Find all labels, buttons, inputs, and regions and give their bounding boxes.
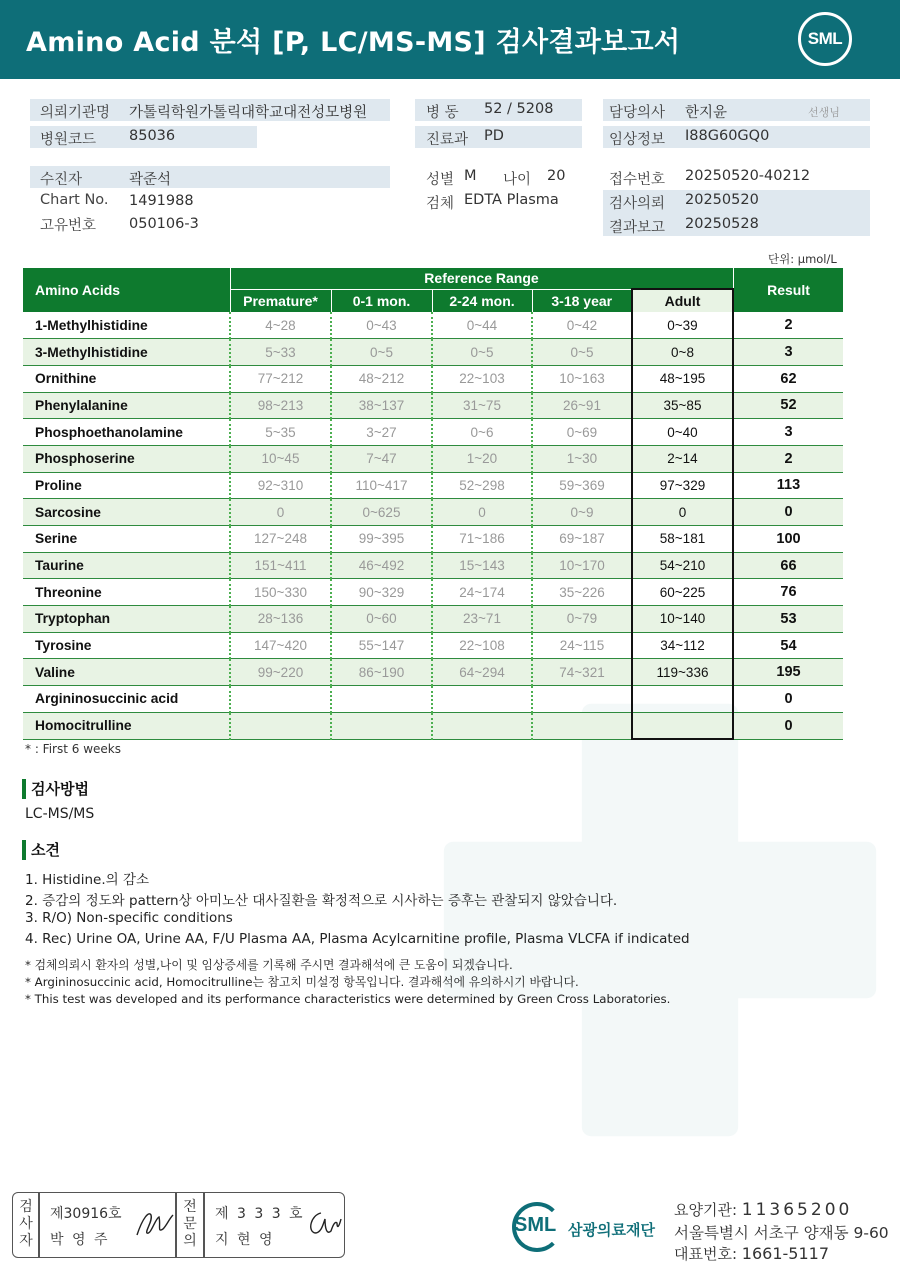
receipt-no: 20250520-40212	[685, 168, 811, 184]
ref-range-m224: 71~186	[432, 526, 532, 553]
opinion-item: 3. R/O) Non-specific conditions	[25, 910, 233, 926]
col-0-1-mon: 0-1 mon.	[331, 289, 432, 312]
specialist-label: 전 문 의	[183, 1199, 197, 1249]
org-code: 요양기관: 11365200	[674, 1200, 853, 1220]
ward: 52 / 5208	[484, 101, 554, 117]
ref-range-premature: 4~28	[230, 312, 331, 339]
amino-acid-name: Threonine	[23, 579, 230, 606]
request-org-label: 의뢰기관명	[40, 105, 111, 121]
ref-range-premature: 92~310	[230, 472, 331, 499]
clinical-info: I88G60GQ0	[685, 128, 770, 144]
amino-acid-table	[23, 268, 843, 740]
ref-range-m01: 38~137	[331, 392, 432, 419]
ref-range-adult: 2~14	[632, 445, 733, 472]
ref-range-premature: 98~213	[230, 392, 331, 419]
table-row	[23, 499, 843, 526]
amino-acid-name: Argininosuccinic acid	[23, 686, 230, 713]
org-logo	[512, 1202, 662, 1257]
amino-acid-name: Phosphoserine	[23, 445, 230, 472]
ref-range-adult: 0	[632, 499, 733, 526]
specialist-name: 지 현 영	[215, 1232, 275, 1248]
amino-acid-name: 3-Methylhistidine	[23, 339, 230, 366]
org-address: 서울특별시 서초구 양재동 9-60	[674, 1224, 889, 1242]
chart-label: Chart No.	[40, 192, 109, 208]
amino-acid-name: Homocitrulline	[23, 712, 230, 739]
ref-range-m224: 1~20	[432, 445, 532, 472]
result-value: 0	[733, 499, 843, 526]
ref-range-m01: 90~329	[331, 579, 432, 606]
uid-label: 고유번호	[40, 218, 97, 234]
ref-range-m01: 3~27	[331, 419, 432, 446]
ref-range-m224: 22~103	[432, 365, 532, 392]
report-date: 20250528	[685, 216, 759, 232]
ref-range-m224: 0~5	[432, 339, 532, 366]
amino-acid-name: Serine	[23, 526, 230, 553]
ref-range-m01: 0~60	[331, 606, 432, 633]
ref-range-m224: 23~71	[432, 606, 532, 633]
sex: M	[464, 168, 477, 184]
result-value: 195	[733, 659, 843, 686]
ref-range-adult: 0~40	[632, 419, 733, 446]
result-value: 76	[733, 579, 843, 606]
doctor-suffix: 선생님	[808, 106, 840, 119]
age-label: 나이	[503, 172, 532, 188]
result-value: 100	[733, 526, 843, 553]
specialist-license-no: 제 3 3 3 호	[215, 1206, 305, 1222]
tester-signature-icon	[133, 1207, 175, 1241]
table-row	[23, 712, 843, 739]
org-logo-text: SML	[514, 1214, 557, 1236]
request-org: 가톨릭학원가톨릭대학교대전성모병원	[129, 105, 368, 121]
receipt-label: 접수번호	[609, 172, 666, 188]
col-amino-acids: Amino Acids	[23, 268, 230, 312]
ref-range-m224: 64~294	[432, 659, 532, 686]
ref-range-m01: 46~492	[331, 552, 432, 579]
amino-acid-name: Ornithine	[23, 365, 230, 392]
result-value: 3	[733, 419, 843, 446]
doctor-label: 담당의사	[609, 105, 666, 121]
amino-acid-name: Phenylalanine	[23, 392, 230, 419]
col-reference-range: Reference Range	[230, 268, 733, 289]
result-value: 2	[733, 445, 843, 472]
ref-range-m224: 0	[432, 499, 532, 526]
ref-range-m01: 0~625	[331, 499, 432, 526]
table-row	[23, 339, 843, 366]
ref-range-y318: 10~163	[532, 365, 632, 392]
amino-acid-name: 1-Methylhistidine	[23, 312, 230, 339]
specialist-signature-icon	[303, 1205, 343, 1241]
amino-acid-name: Proline	[23, 472, 230, 499]
ref-range-m224: 0~6	[432, 419, 532, 446]
ref-range-m01: 48~212	[331, 365, 432, 392]
ref-range-adult: 97~329	[632, 472, 733, 499]
ref-range-m01: 7~47	[331, 445, 432, 472]
report-title: Amino Acid 분석 [P, LC/MS-MS] 검사결과보고서	[26, 27, 681, 58]
ref-range-y318: 0~69	[532, 419, 632, 446]
ref-range-adult: 0~8	[632, 339, 733, 366]
ref-range-premature: 0	[230, 499, 331, 526]
ref-range-premature: 77~212	[230, 365, 331, 392]
table-row	[23, 659, 843, 686]
report-date-label: 결과보고	[609, 220, 666, 236]
table-row	[23, 579, 843, 606]
ref-range-m01	[331, 712, 432, 739]
signature-box	[12, 1192, 345, 1258]
dept-label: 진료과	[426, 132, 469, 148]
uid: 050106-3	[129, 216, 199, 232]
ref-range-m224	[432, 686, 532, 713]
result-value: 54	[733, 632, 843, 659]
ref-range-m01: 0~43	[331, 312, 432, 339]
clinical-label: 임상정보	[609, 132, 666, 148]
sml-logo	[798, 12, 852, 66]
ref-range-y318	[532, 686, 632, 713]
ref-range-m224	[432, 712, 532, 739]
table-row	[23, 445, 843, 472]
table-row	[23, 686, 843, 713]
ref-range-y318	[532, 712, 632, 739]
ref-range-y318: 59~369	[532, 472, 632, 499]
ref-range-y318: 0~42	[532, 312, 632, 339]
ref-range-premature	[230, 712, 331, 739]
amino-acid-name: Tyrosine	[23, 632, 230, 659]
request-date: 20250520	[685, 192, 759, 208]
ref-range-y318: 1~30	[532, 445, 632, 472]
opinion-item: 2. 증감의 정도와 pattern상 아미노산 대사질환을 확정적으로 시사하는 증후는 관찰되지 않았습니다.	[25, 893, 618, 909]
table-row	[23, 472, 843, 499]
ref-range-y318: 74~321	[532, 659, 632, 686]
opinion-item: 1. Histidine.의 감소	[25, 872, 150, 888]
examinee: 곽준석	[129, 172, 172, 188]
result-value: 2	[733, 312, 843, 339]
request-date-label: 검사의뢰	[609, 196, 666, 212]
ref-range-premature: 28~136	[230, 606, 331, 633]
tester-name: 박 영 주	[50, 1232, 110, 1248]
result-value: 0	[733, 686, 843, 713]
table-row	[23, 526, 843, 553]
amino-acid-name: Taurine	[23, 552, 230, 579]
ref-range-adult	[632, 712, 733, 739]
table-row	[23, 392, 843, 419]
ref-range-m01: 110~417	[331, 472, 432, 499]
tester-license-no: 제30916호	[50, 1206, 122, 1222]
unit-label: 단위: μmol/L	[768, 252, 837, 266]
ref-range-m01: 99~395	[331, 526, 432, 553]
ref-range-m01: 55~147	[331, 632, 432, 659]
col-2-24-mon: 2-24 mon.	[432, 289, 532, 312]
method-body: LC-MS/MS	[25, 806, 95, 822]
chart-no: 1491988	[129, 193, 194, 209]
amino-acid-name: Valine	[23, 659, 230, 686]
ref-range-y318: 35~226	[532, 579, 632, 606]
watermark-cross-icon	[430, 690, 890, 1150]
ref-range-m224: 31~75	[432, 392, 532, 419]
amino-acid-name: Sarcosine	[23, 499, 230, 526]
ref-range-adult: 34~112	[632, 632, 733, 659]
ref-range-y318: 10~170	[532, 552, 632, 579]
ref-range-m224: 22~108	[432, 632, 532, 659]
result-value: 66	[733, 552, 843, 579]
examinee-label: 수진자	[40, 172, 83, 188]
sex-label: 성별	[426, 172, 455, 188]
org-phone: 대표번호: 1661-5117	[674, 1244, 830, 1263]
ref-range-adult: 54~210	[632, 552, 733, 579]
ref-range-premature: 5~35	[230, 419, 331, 446]
result-value: 52	[733, 392, 843, 419]
ref-range-m01: 86~190	[331, 659, 432, 686]
table-row	[23, 632, 843, 659]
ref-range-adult: 35~85	[632, 392, 733, 419]
opinion-title: 소견	[22, 840, 60, 860]
ref-range-m224: 0~44	[432, 312, 532, 339]
ref-range-y318: 0~79	[532, 606, 632, 633]
result-value: 113	[733, 472, 843, 499]
hospital-code: 85036	[129, 128, 176, 144]
ref-range-m224: 24~174	[432, 579, 532, 606]
age: 20	[547, 168, 566, 184]
ref-range-adult: 10~140	[632, 606, 733, 633]
table-row	[23, 419, 843, 446]
ref-range-adult: 60~225	[632, 579, 733, 606]
ref-range-premature	[230, 686, 331, 713]
ref-range-y318: 24~115	[532, 632, 632, 659]
ref-range-y318: 0~5	[532, 339, 632, 366]
table-row	[23, 552, 843, 579]
note-line: * This test was developed and its performance characteristics were determined by Green Cross Laboratories.	[25, 992, 671, 1006]
sml-logo-text: SML	[807, 29, 843, 48]
method-title: 검사방법	[22, 779, 89, 799]
ref-range-adult: 48~195	[632, 365, 733, 392]
note-line: * Argininosuccinic acid, Homocitrulline는 참고치 미설정 항목입니다. 결과해석에 유의하시기 바랍니다.	[25, 975, 579, 989]
specimen-label: 검체	[426, 196, 455, 212]
dept: PD	[484, 128, 504, 144]
table-row	[23, 312, 843, 339]
col-3-18-year: 3-18 year	[532, 289, 632, 312]
ref-range-adult: 0~39	[632, 312, 733, 339]
org-name: 삼광의료재단	[568, 1221, 655, 1239]
ref-range-m01: 0~5	[331, 339, 432, 366]
tester-label: 검 사 자	[19, 1199, 33, 1249]
result-value: 0	[733, 712, 843, 739]
ref-range-adult: 58~181	[632, 526, 733, 553]
table-row	[23, 606, 843, 633]
ref-range-premature: 147~420	[230, 632, 331, 659]
ref-range-premature: 150~330	[230, 579, 331, 606]
opinion-item: 4. Rec) Urine OA, Urine AA, F/U Plasma AA, Plasma Acylcarnitine profile, Plasma VLCFA if indicated	[25, 931, 690, 947]
ref-range-y318: 26~91	[532, 392, 632, 419]
ref-range-m224: 15~143	[432, 552, 532, 579]
amino-acid-name: Phosphoethanolamine	[23, 419, 230, 446]
ref-range-premature: 151~411	[230, 552, 331, 579]
ref-range-premature: 10~45	[230, 445, 331, 472]
col-result: Result	[733, 268, 843, 312]
result-value: 53	[733, 606, 843, 633]
amino-acid-name: Tryptophan	[23, 606, 230, 633]
ward-label: 병 동	[426, 105, 459, 121]
hospital-code-label: 병원코드	[40, 132, 97, 148]
ref-range-m01	[331, 686, 432, 713]
ref-range-adult	[632, 686, 733, 713]
ref-range-premature: 99~220	[230, 659, 331, 686]
result-value: 3	[733, 339, 843, 366]
ref-range-y318: 69~187	[532, 526, 632, 553]
doctor: 한지윤	[685, 105, 728, 121]
specimen: EDTA Plasma	[464, 192, 559, 208]
col-adult: Adult	[632, 289, 733, 312]
ref-range-adult: 119~336	[632, 659, 733, 686]
report-header	[0, 0, 900, 79]
result-value: 62	[733, 365, 843, 392]
note-line: * 검체의뢰시 환자의 성별,나이 및 임상증세를 기록해 주시면 결과해석에 큰 도움이 되겠습니다.	[25, 958, 513, 972]
ref-range-y318: 0~9	[532, 499, 632, 526]
ref-range-premature: 5~33	[230, 339, 331, 366]
ref-range-premature: 127~248	[230, 526, 331, 553]
table-row	[23, 365, 843, 392]
ref-range-m224: 52~298	[432, 472, 532, 499]
col-premature: Premature*	[230, 289, 331, 312]
table-footnote: * : First 6 weeks	[25, 742, 121, 756]
